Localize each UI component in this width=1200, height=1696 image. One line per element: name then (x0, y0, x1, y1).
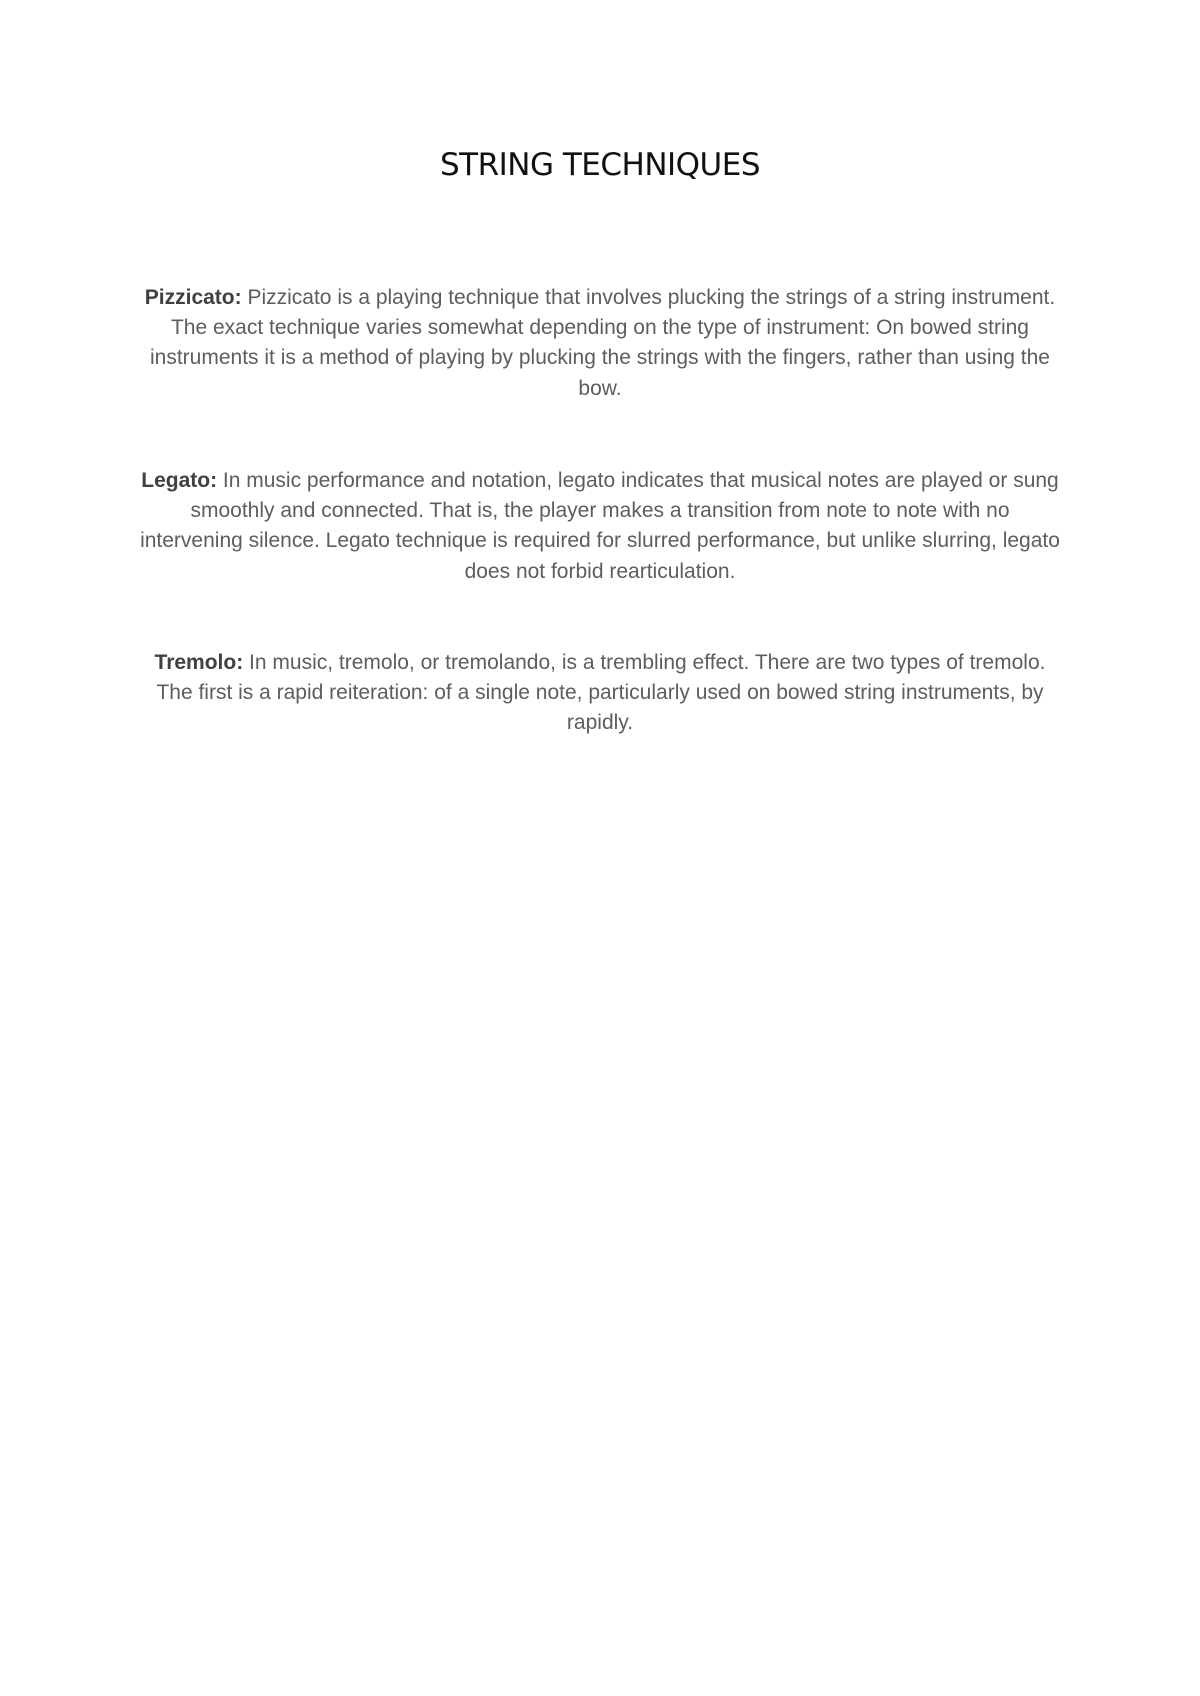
section-pizzicato (140, 283, 1060, 404)
section-tremolo (140, 648, 1060, 739)
term-description: In music performance and notation, legato indicates that musical notes are played or sung smoothly and connected. That is, the player makes a transition from note to note with no intervening silence. Legato technique is required for slurred performance, but unlike slurring, legato does not forbid rearticulation. (140, 469, 1060, 583)
section-legato (140, 466, 1060, 587)
term-label: Tremolo: (154, 651, 244, 674)
term-label: Legato: (141, 469, 218, 492)
term-description: Pizzicato is a playing technique that involves plucking the strings of a string instrument. The exact technique varies somewhat depending on the type of instrument: On bowed string instruments it is a method of playing by plucking the strings with the fingers, rather than using the bow. (150, 286, 1056, 400)
term-label: Pizzicato: (144, 286, 242, 309)
term-description: In music, tremolo, or tremolando, is a trembling effect. There are two types of tremolo. The first is a rapid reiteration: of a single note, particularly used on bowed string instruments, by rapidly. (156, 651, 1046, 735)
page-title: STRING TECHNIQUES (439, 147, 761, 183)
